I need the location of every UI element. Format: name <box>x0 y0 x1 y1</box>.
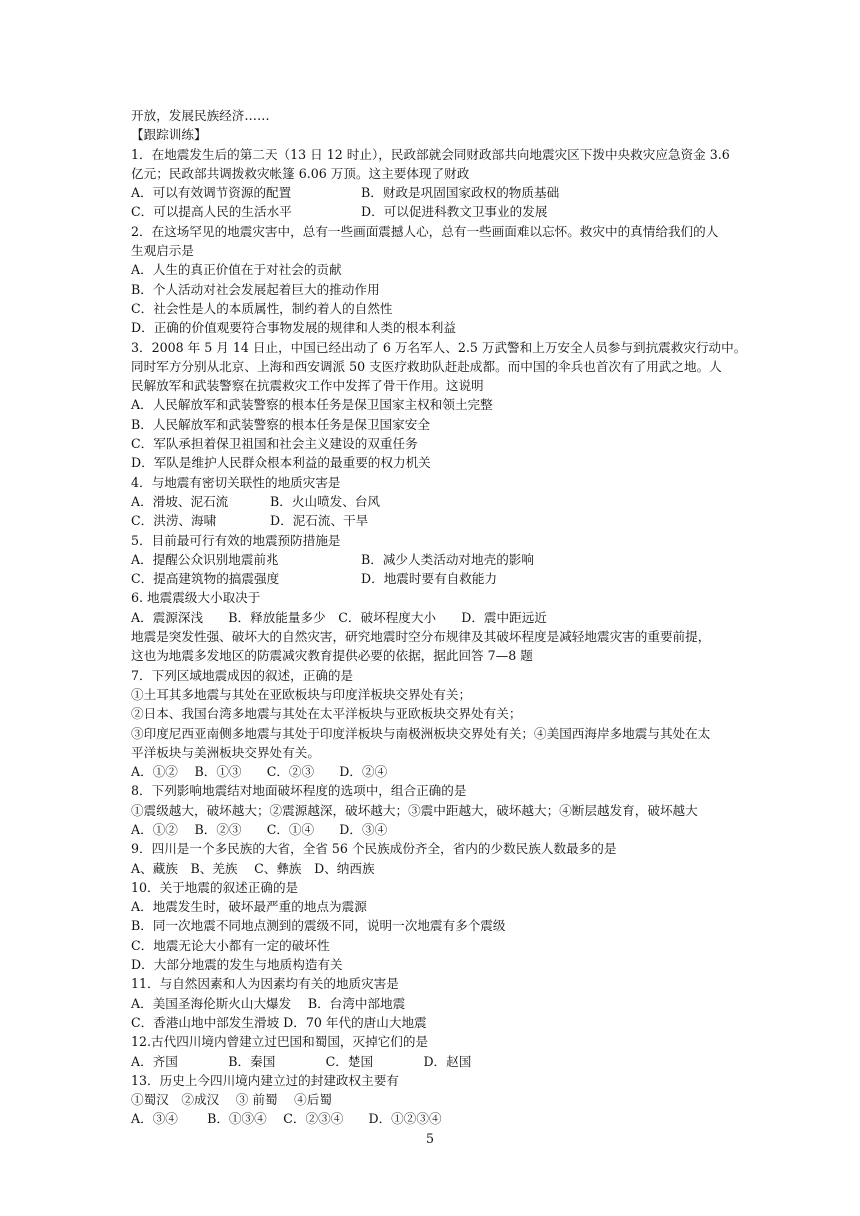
section-title: 【跟踪训练】 <box>131 127 207 143</box>
options-line: A．美国圣海伦斯火山大爆发 B．台湾中部地震 <box>131 995 406 1011</box>
option-row <box>131 550 741 569</box>
question-stem: 13．历史上今四川境内建立过的封建政权主要有 <box>131 1072 399 1088</box>
question-stem: 4．与地震有密切关联性的地质灾害是 <box>131 474 341 490</box>
document-body <box>131 106 747 1129</box>
question-12 <box>131 1032 741 1071</box>
options-line: A．①② B．②③ C．①④ D．③④ <box>131 821 388 837</box>
options-line: C．香港山地中部发生滑坡 D．70 年代的唐山大地震 <box>131 1014 427 1030</box>
option-d: D．可以促进科教文卫事业的发展 <box>361 204 548 220</box>
option-row <box>131 183 741 202</box>
question-stem: 2．在这场罕见的地震灾害中，总有一些画面震撼人心，总有一些画面难以忘怀。救灾中的真情给我们的人 <box>131 223 719 239</box>
options-line: A．齐国 B．秦国 C．楚国 D．赵国 <box>131 1053 472 1069</box>
options-line: A、藏族 B、羌族 C、彝族 D、纳西族 <box>131 860 375 876</box>
statement: ③印度尼西亚南侧多地震与其处于印度洋板块与南极洲板块交界处有关；④美国西海岸多地震与其处在太 <box>131 725 711 741</box>
option-a: A．地震发生时，破坏最严重的地点为震源 <box>131 899 367 915</box>
material-text: 地震是突发性强、破坏大的自然灾害，研究地震时空分布规律及其破坏程度是减轻地震灾害的重要前提， <box>131 629 711 645</box>
question-stem: 5．目前最可行有效的地震预防措施是 <box>131 532 341 548</box>
question-stem: 9．四川是一个多民族的大省，全省 56 个民族成份齐全，省内的少数民族人数最多的是 <box>131 841 617 857</box>
question-stem: 1．在地震发生后的第二天（13 日 12 时止），民政部就会同财政部共向地震灾区下拨中央救灾应急资金 3.6 <box>131 146 730 162</box>
option-a: A．可以有效调节资源的配置 <box>131 185 292 201</box>
option-b: B．同一次地震不同地点测到的震级不同，说明一次地震有多个震级 <box>131 918 506 934</box>
option-d: D．地震时要有自救能力 <box>361 571 498 587</box>
option-c: C．洪涝、海啸 <box>131 513 217 529</box>
question-stem: 生观启示是 <box>131 243 194 259</box>
question-stem: 8．下列影响地震结对地面破坏程度的选项中，组合正确的是 <box>131 783 467 799</box>
question-stem: 12.古代四川境内曾建立过巴国和蜀国，灭掉它们的是 <box>131 1034 429 1050</box>
statement: ①蜀汉 ②成汉 ③ 前蜀 ④后蜀 <box>131 1092 332 1108</box>
question-stem: 同时军方分别从北京、上海和西安调派 50 支医疗救助队赶赴成都。而中国的伞兵也首次有了用武之地。人 <box>131 358 722 374</box>
question-2 <box>131 222 741 338</box>
option-row <box>131 511 741 530</box>
option-c: C．军队承担着保卫祖国和社会主义建设的双重任务 <box>131 436 418 452</box>
option-row <box>131 492 741 511</box>
option-b: B．人民解放军和武装警察的根本任务是保卫国家安全 <box>131 416 430 432</box>
option-b: B．减少人类活动对地壳的影响 <box>361 551 534 567</box>
options-line: A．震源深浅 B．释放能量多少 C．破坏程度大小 D．震中距远近 <box>131 609 547 625</box>
option-b: B．财政是巩固国家政权的物质基础 <box>361 185 560 201</box>
question-10 <box>131 878 741 974</box>
option-c: C．地震无论大小都有一定的破坏性 <box>131 937 330 953</box>
statement: ①土耳其多地震与其处在亚欧板块与印度洋板块交界处有关； <box>131 686 472 702</box>
question-11 <box>131 974 741 1032</box>
options-line: A．①② B．①③ C．②③ D．②④ <box>131 764 388 780</box>
material-text: 这也为地震多发地区的防震减灾教育提供必要的依据，据此回答 7—8 题 <box>131 648 533 664</box>
question-7 <box>131 666 741 782</box>
reading-material <box>131 627 741 666</box>
option-c: C．社会性是人的本质属性，制约着人的自然性 <box>131 300 393 316</box>
question-stem: 亿元；民政部共调拨救灾帐篷 6.06 万顶。这主要体现了财政 <box>131 165 470 181</box>
question-4 <box>131 473 741 531</box>
question-stem: 民解放军和武装警察在抗震救灾工作中发挥了骨干作用。这说明 <box>131 378 484 394</box>
option-c: C．可以提高人民的生活水平 <box>131 204 292 220</box>
question-stem: 6. 地震震级大小取决于 <box>131 590 261 606</box>
option-a: A．滑坡、泥石流 <box>131 493 229 509</box>
question-9 <box>131 839 741 878</box>
question-stem: 10．关于地震的叙述正确的是 <box>131 879 299 895</box>
question-stem: 11．与自然因素和人为因素均有关的地质灾害是 <box>131 976 399 992</box>
option-c: C．提高建筑物的搞震强度 <box>131 571 280 587</box>
option-b: B．火山喷发、台风 <box>270 493 381 509</box>
option-d: D．泥石流、干旱 <box>270 513 369 529</box>
question-6 <box>131 588 741 627</box>
statement: ②日本、我国台湾多地震与其处在太平洋板块与亚欧板块交界处有关； <box>131 706 522 722</box>
question-13 <box>131 1071 741 1129</box>
option-d: D．军队是维护人民群众根本利益的最重要的权力机关 <box>131 455 431 471</box>
question-stem: 7．下列区域地震成因的叙述，正确的是 <box>131 667 354 683</box>
intro-line: 开放，发展民族经济…… <box>131 108 270 123</box>
statement: ①震级越大，破坏越大；②震源越深，破坏越大；③震中距越大，破坏越大；④断层越发育，破坏越大 <box>131 802 698 818</box>
question-3 <box>131 338 747 473</box>
question-5 <box>131 531 741 589</box>
statement: 平洋板块与美洲板块交界处有关。 <box>131 744 320 760</box>
option-b: B．个人活动对社会发展起着巨大的推动作用 <box>131 281 380 297</box>
option-row <box>131 569 741 588</box>
question-stem: 3．2008 年 5 月 14 日止，中国已经出动了 6 万名军人、2.5 万武警和上万安全人员参与到抗震救灾行动中。 <box>131 339 747 355</box>
option-a: A．人生的真正价值在于对社会的贡献 <box>131 262 342 278</box>
option-d: D．大部分地震的发生与地质构造有关 <box>131 957 343 973</box>
question-1 <box>131 145 741 222</box>
option-a: A．人民解放军和武装警察的根本任务是保卫国家主权和领土完整 <box>131 397 493 413</box>
options-line: A．③④ B．①③④ C．②③④ D．①②③④ <box>131 1111 442 1127</box>
option-d: D．正确的价值观要符合事物发展的规律和人类的根本利益 <box>131 320 456 336</box>
option-row <box>131 202 741 221</box>
page-number: 5 <box>425 1131 434 1146</box>
question-8 <box>131 781 741 839</box>
option-a: A．提醒公众识别地震前兆 <box>131 551 279 567</box>
